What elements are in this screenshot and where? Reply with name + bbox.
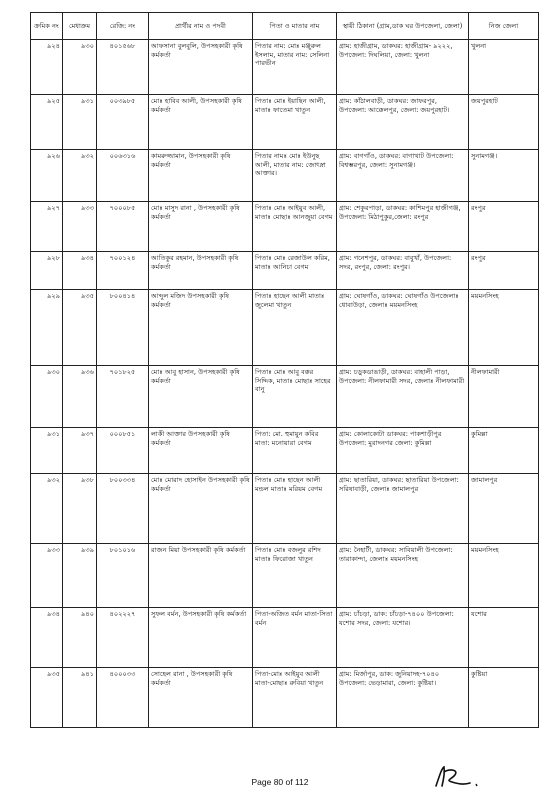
name-cell: রাজন মিয়া উপসহকারী কৃষি কর্মকর্তা bbox=[149, 544, 253, 608]
district-cell: নীলফামারী bbox=[469, 366, 539, 428]
serial-cell: ৯২৮ bbox=[31, 252, 63, 290]
reg-cell: ৮০০৩৩৪ bbox=[97, 474, 149, 544]
header-row bbox=[31, 13, 539, 40]
merit-cell: ৯৩০ bbox=[63, 40, 97, 95]
address-cell: গ্রাম: মির্জাপুর, ডাক: জুনিয়াদহ-৭০৪০ উপজেলা: ভেড়ামারা, জেলা: কুষ্টিয়া। bbox=[337, 668, 469, 728]
district-cell: ময়মনসিংহ bbox=[469, 544, 539, 608]
district-cell: রংপুর bbox=[469, 202, 539, 252]
parents-cell: পিতা-মোঃ আইয়ুব আলী মাতা-মোছাঃ রুবিয়া খাতুন bbox=[253, 668, 337, 728]
serial-cell: ৯৩৫ bbox=[31, 668, 63, 728]
parents-cell: পিতাঃ হাছেন আলী মাতাঃ জুলেমা খাতুন bbox=[253, 290, 337, 366]
parents-cell: পিতা-অজিত বর্মন মাতা-সিতা বর্মন bbox=[253, 608, 337, 668]
col-district: নিজ জেলা bbox=[469, 13, 539, 40]
address-cell: গ্রাম: হাজীগ্রাম, ডাকঘর: হাজীগ্রাম- ৯২২২, উপজেলা: দিঘলিয়া, জেলা: খুলনা bbox=[337, 40, 469, 95]
col-serial: ক্রমিক নং bbox=[31, 13, 63, 40]
name-cell: সুফল বর্মন, উপসহকারী কৃষি কর্মকর্তা bbox=[149, 608, 253, 668]
parents-cell: পিতাঃ মোঃ আবু বক্কর সিদ্দিক, মাতাঃ মোছাঃ সাহের বানু bbox=[253, 366, 337, 428]
reg-cell: ০০৩৯৮৫ bbox=[97, 95, 149, 150]
district-cell: জামালপুর bbox=[469, 474, 539, 544]
col-name: প্রার্থীর নাম ও পদবী bbox=[149, 13, 253, 40]
parents-cell: পিতার নাম: মোঃ মঞ্জুরুল ইসলাম, মাতার নাম: সেলিনা পারভীন bbox=[253, 40, 337, 95]
col-merit: মেধাক্রম bbox=[63, 13, 97, 40]
serial-cell: ৯৩১ bbox=[31, 428, 63, 474]
name-cell: লাকী আক্তার উপসহকারী কৃষি কর্মকর্তা bbox=[149, 428, 253, 474]
reg-cell: ৪০২২২৭ bbox=[97, 608, 149, 668]
table-row bbox=[31, 252, 539, 290]
serial-cell: ৯৩০ bbox=[31, 366, 63, 428]
district-cell: খুলনা bbox=[469, 40, 539, 95]
reg-cell: ৮০১০১৬ bbox=[97, 544, 149, 608]
address-cell: গ্রাম: ছাতারিয়া, ডাকঘর: ছাতারিয়া উপজেলা: সরিষাবাড়ী, জেলাঃ জামালপুর bbox=[337, 474, 469, 544]
address-cell: গ্রাম: গনেশপুর, ডাকঘর: বাবুখাঁ, উপজেলা: সদর, রংপুর, জেলা: রংপুর। bbox=[337, 252, 469, 290]
col-address: স্থায়ী ঠিকানা (গ্রাম,ডাক ঘর উপজেলা, জেলা) bbox=[337, 13, 469, 40]
district-cell: জয়পুরহাট bbox=[469, 95, 539, 150]
name-cell: আব্দুল মজিদ উপসহকারী কৃষি কর্মকর্তা bbox=[149, 290, 253, 366]
merit-cell: ৯৩৫ bbox=[63, 290, 97, 366]
merit-cell: ৯৩৭ bbox=[63, 428, 97, 474]
serial-cell: ৯২৪ bbox=[31, 40, 63, 95]
candidate-table bbox=[30, 12, 539, 728]
merit-cell: ৯৩৩ bbox=[63, 202, 97, 252]
name-cell: মোঃ মোরাদ হোসাইন উপসহকারী কৃষি কর্মকর্তা bbox=[149, 474, 253, 544]
reg-cell: ০০০৮৫১ bbox=[97, 428, 149, 474]
merit-cell: ৯৩৪ bbox=[63, 252, 97, 290]
district-cell: যশোর bbox=[469, 608, 539, 668]
district-cell: সুনামগঞ্জ। bbox=[469, 150, 539, 202]
col-reg: রেজি: নং bbox=[97, 13, 149, 40]
merit-cell: ৯৩৬ bbox=[63, 366, 97, 428]
reg-cell: ৪০০০৩৩ bbox=[97, 668, 149, 728]
col-parents: পিতা ও মাতার নাম bbox=[253, 13, 337, 40]
parents-cell: পিতাঃ মোঃ বজলুর রশিদ মাতাঃ ফিরোজা খাতুন bbox=[253, 544, 337, 608]
address-cell: গ্রাম: চাঁচড়া, ডাক: চাঁচড়া-৭৪০০ উপজেলা: যশোর সদর, জেলা: যশোর। bbox=[337, 608, 469, 668]
address-cell: গ্রাম: নৈহাটী, ডাকঘর: সাবিয়ালী উপজেলা: তারাকান্দা, জেলাঃ ময়মনসিংহ bbox=[337, 544, 469, 608]
signature-mark bbox=[430, 764, 500, 790]
address-cell: গ্রাম: কাঁঠালবাড়ী, ডাকঘর: জাফরপুর, উপজেলা: আক্কেলপুর, জেলা: জয়পুরহাট। bbox=[337, 95, 469, 150]
name-cell: কামরুজ্জামান, উপসহকারী কৃষি কর্মকর্তা bbox=[149, 150, 253, 202]
table-row bbox=[31, 40, 539, 95]
name-cell: মোঃ মাসুদ রানা , উপসহকারী কৃষি কর্মকর্তা bbox=[149, 202, 253, 252]
district-cell: কুমিল্লা bbox=[469, 428, 539, 474]
table-row bbox=[31, 366, 539, 428]
table-row bbox=[31, 150, 539, 202]
address-cell: গ্রাম: ঘোষগাঁও, ডাকঘর: ঘোষগাঁও উপজেলাঃ ধোবাউড়া, জেলাঃ ময়মনসিংহ bbox=[337, 290, 469, 366]
parents-cell: পিতাঃ মোঃ রেজাউল করিম, মাতাঃ আনিচা বেগম bbox=[253, 252, 337, 290]
parents-cell: পিতার নামঃ মোঃ ইউনুছ আলী, মাতার নাম: জোৎস্না আক্তার। bbox=[253, 150, 337, 202]
page-number: Page 80 of 112 bbox=[251, 777, 309, 787]
reg-cell: ৭০০০৮৫ bbox=[97, 202, 149, 252]
district-cell: ময়মনসিংহ bbox=[469, 290, 539, 366]
serial-cell: ৯২৫ bbox=[31, 95, 63, 150]
serial-cell: ৯২৭ bbox=[31, 202, 63, 252]
serial-cell: ৯৩৩ bbox=[31, 544, 63, 608]
table-row bbox=[31, 290, 539, 366]
reg-cell: ৮০০৪১৪ bbox=[97, 290, 149, 366]
district-cell: রংপুর bbox=[469, 252, 539, 290]
address-cell: গ্রাম: শেকুরপাড়া, ডাকঘর: কাশিমপুর হাজীগঞ্জ, উপজেলা: মিঠাপুকুর,জেলা: রংপুর bbox=[337, 202, 469, 252]
name-cell: মোঃ হাবিব আলী, উপসহকারী কৃষি কর্মকর্তা bbox=[149, 95, 253, 150]
merit-cell: ৯৪১ bbox=[63, 668, 97, 728]
reg-cell: ৪০১৫৬৮ bbox=[97, 40, 149, 95]
name-cell: আফসানা বুলবুলি, উপসহকারী কৃষি কর্মকর্তা bbox=[149, 40, 253, 95]
serial-cell: ৯২৬ bbox=[31, 150, 63, 202]
serial-cell: ৯৩২ bbox=[31, 474, 63, 544]
name-cell: মোঃ আবু হাসান, উপসহকারী কৃষি কর্মকর্তা bbox=[149, 366, 253, 428]
table-row bbox=[31, 608, 539, 668]
reg-cell: ০০৬৩১৬ bbox=[97, 150, 149, 202]
table-row bbox=[31, 544, 539, 608]
merit-cell: ৯৪০ bbox=[63, 608, 97, 668]
merit-cell: ৯৩১ bbox=[63, 95, 97, 150]
table-row bbox=[31, 202, 539, 252]
reg-cell: ৭০১৮২৫ bbox=[97, 366, 149, 428]
serial-cell: ৯৩৪ bbox=[31, 608, 63, 668]
merit-cell: ৯৩৮ bbox=[63, 474, 97, 544]
parents-cell: পিতাঃ মোঃ আইয়ুব আলী, মাতাঃ মোছাঃ আনজুয়া বেগম bbox=[253, 202, 337, 252]
table-row bbox=[31, 428, 539, 474]
serial-cell: ৯২৯ bbox=[31, 290, 63, 366]
address-cell: গ্রাম: চড়ুকডাঙাড়ী, ডাকঘর: বাহালী পাড়া, উপজেলা: নীলফামারী সদর, জেলাঃ নীলফামারী bbox=[337, 366, 469, 428]
table-row bbox=[31, 474, 539, 544]
reg-cell: ৭০০১২৪ bbox=[97, 252, 149, 290]
address-cell: গ্রাম: কোলাকোটা ডাকঘর: পাকশাড়ীপুর উপজেলা: মুরাদনগর জেলা: কুমিল্লা bbox=[337, 428, 469, 474]
parents-cell: পিতা: মো. হুমায়ুন কবির মাতা: মনোয়ারা বেগম bbox=[253, 428, 337, 474]
address-cell: গ্রাম: বাগগাঁও, ডাকঘর: বাগাখাট উপজেলা: বিশ্বম্ভরপুর, জেলা: সুনামগঞ্জ। bbox=[337, 150, 469, 202]
merit-cell: ৯৩৯ bbox=[63, 544, 97, 608]
name-cell: আতিকুর রহমান, উপসহকারী কৃষি কর্মকর্তা bbox=[149, 252, 253, 290]
merit-cell: ৯৩২ bbox=[63, 150, 97, 202]
parents-cell: পিতাঃ মোঃ ইয়াছিন আলী, মাতাঃ ফাতেমা খাতুন bbox=[253, 95, 337, 150]
parents-cell: পিতাঃ মোঃ হাছেন আলী মন্ডল মাতাঃ মরিয়ম বেগম bbox=[253, 474, 337, 544]
district-cell: কুষ্টিয়া bbox=[469, 668, 539, 728]
name-cell: সোহেল রানা , উপসহকারী কৃষি কর্মকর্তা bbox=[149, 668, 253, 728]
table-row bbox=[31, 668, 539, 728]
table-row bbox=[31, 95, 539, 150]
